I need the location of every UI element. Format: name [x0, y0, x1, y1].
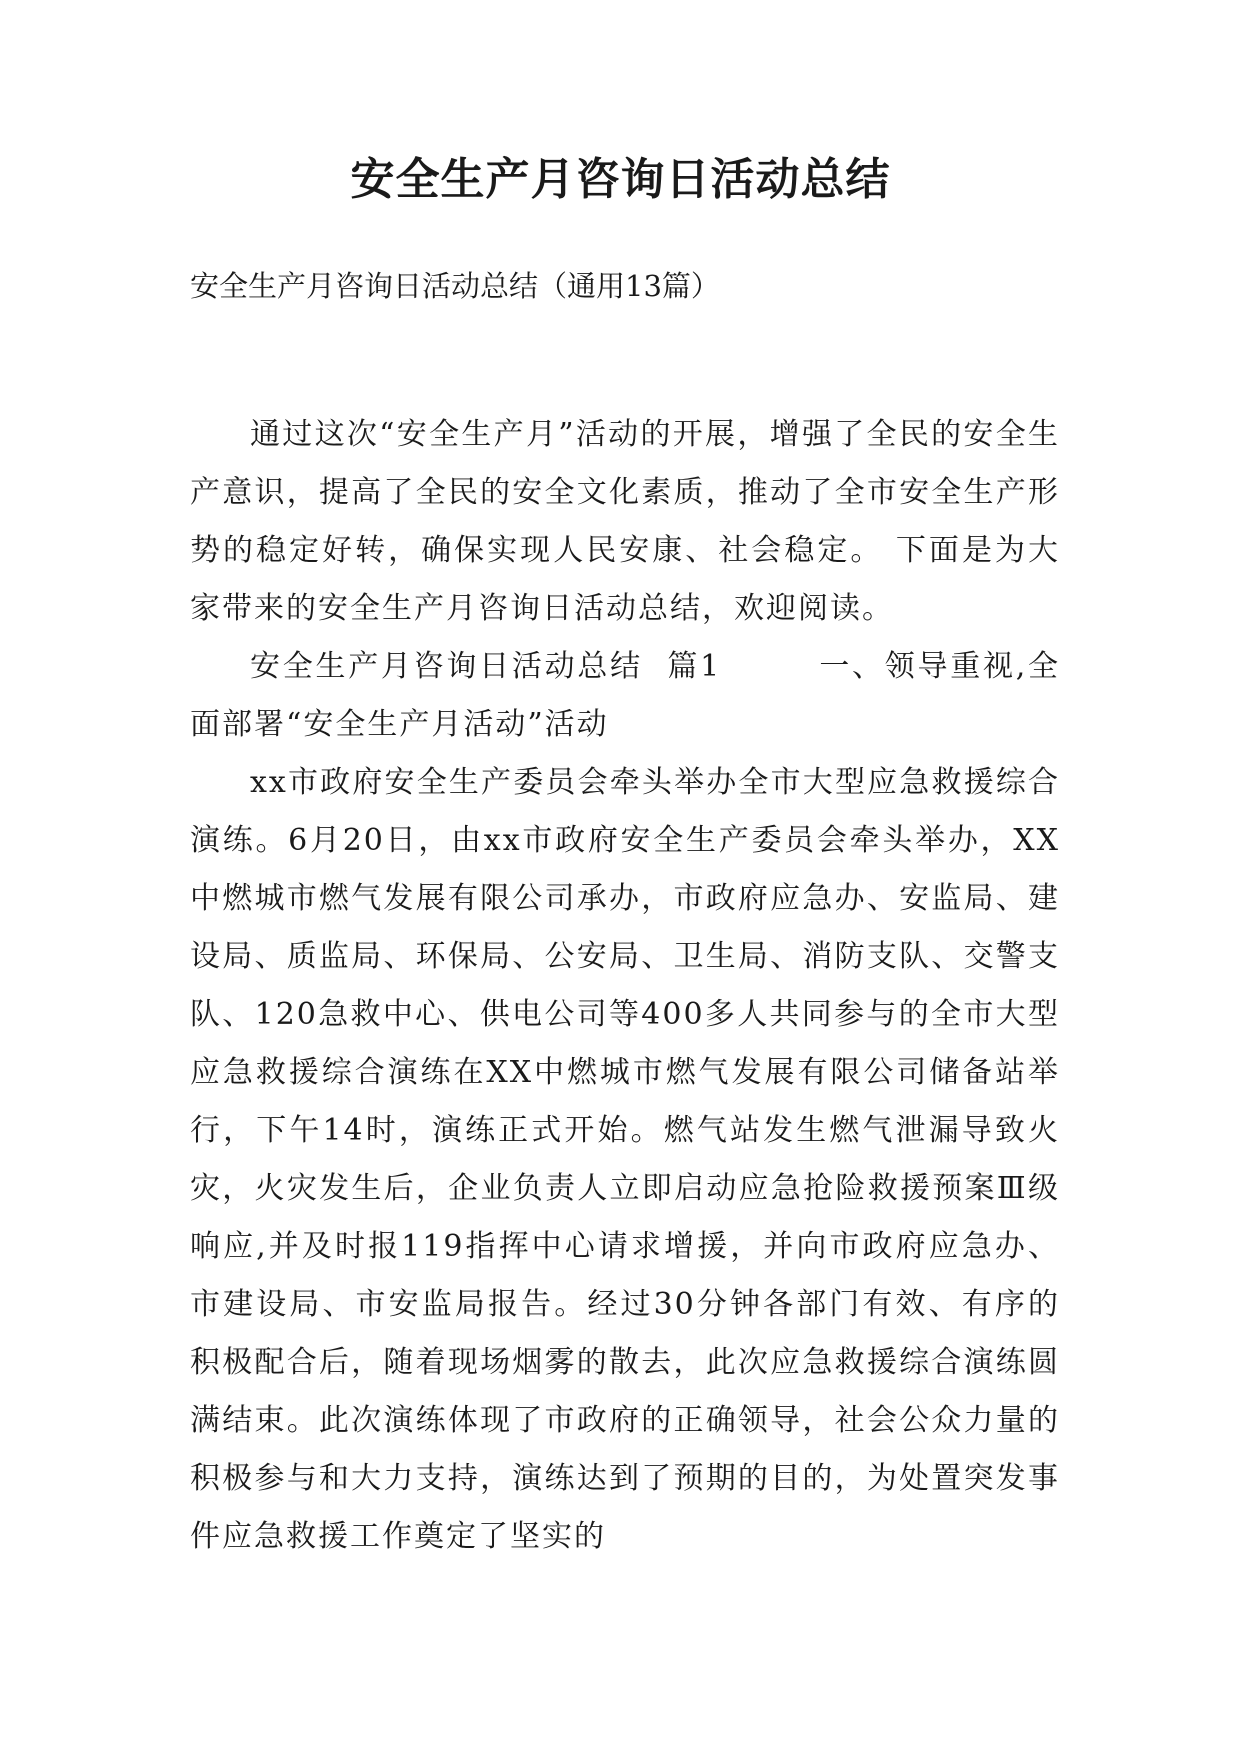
- document-subtitle: 安全生产月咨询日活动总结（通用13篇）: [190, 269, 720, 303]
- intro-paragraph: 通过这次“安全生产月”活动的开展，增强了全民的安全生产意识，提高了全民的安全文化素质，推动了全市安全生产形势的稳定好转，确保实现人民安康、社会稳定。 下面是为大家带来的安全生产月咨询日活动总结，欢迎阅读。: [190, 417, 1060, 626]
- document-body: [190, 406, 1060, 1566]
- drill-paragraph: xx市政府安全生产委员会牵头举办全市大型应急救援综合演练。6月20日，由xx市政府安全生产委员会牵头举办，XX中燃城市燃气发展有限公司承办，市政府应急办、安监局、建设局、质监局、环保局、公安局、卫生局、消防支队、交警支队、120急救中心、供电公司等400多人共同参与的全市大型应急救援综合演练在XX中燃城市燃气发展有限公司储备站举行，下午14时，演练正式开始。燃气站发生燃气泄漏导致火灾，火灾发生后，企业负责人立即启动应急抢险救援预案Ⅲ级响应,并及时报119指挥中心请求增援，并向市政府应急办、市建设局、市安监局报告。经过30分钟各部门有效、有序的积极配合后，随着现场烟雾的散去，此次应急救援综合演练圆满结束。此次演练体现了市政府的正确领导，社会公众力量的积极参与和大力支持，演练达到了预期的目的，为处置突发事件应急救援工作奠定了坚实的: [190, 765, 1060, 1554]
- section-heading-paragraph: 安全生产月咨询日活动总结 篇1 一、领导重视,全面部署“安全生产月活动”活动: [190, 649, 1060, 742]
- document-title: 安全生产月咨询日活动总结: [350, 154, 891, 205]
